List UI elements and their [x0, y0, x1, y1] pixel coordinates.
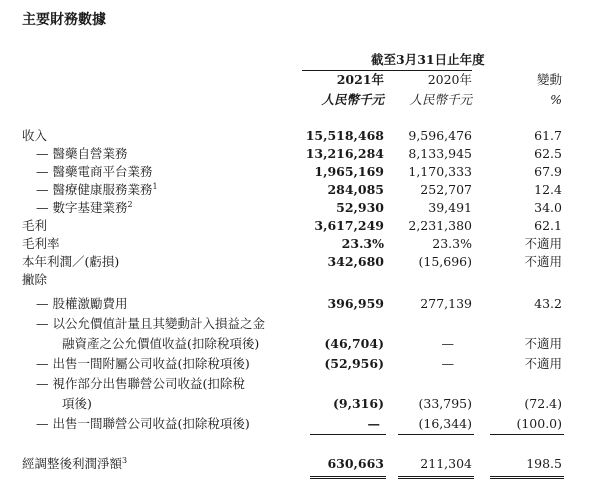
row-label: — 股權激勵費用	[36, 296, 128, 311]
row-label: 收入	[22, 128, 48, 143]
row-value-2021: 52,930	[336, 200, 384, 215]
col-2020-header: 2020年	[427, 72, 472, 87]
col-change-unit: %	[550, 92, 562, 107]
row-label: 毛利	[22, 218, 48, 233]
row-change: 不適用	[524, 254, 562, 269]
row-value-2020: 23.3%	[432, 236, 472, 251]
col-2021-header: 2021年	[336, 72, 384, 87]
row-value-2020: —	[441, 356, 454, 371]
row-value-2020: 211,304	[420, 456, 472, 471]
row-value-2021: 1,965,169	[314, 164, 384, 179]
col-2021-unit: 人民幣千元	[321, 92, 384, 107]
row-value-2021: 3,617,249	[314, 218, 384, 233]
footnote-marker: 3	[122, 455, 128, 465]
subtotal-rule-change	[490, 434, 564, 435]
row-value-2020: 277,139	[420, 296, 472, 311]
row-label: — 醫藥自營業務	[36, 146, 128, 161]
row-change: 62.1	[534, 218, 562, 233]
row-value-2020: (15,696)	[418, 254, 472, 269]
footnote-marker: 1	[152, 181, 158, 191]
row-value-2021: 13,216,284	[305, 146, 384, 161]
row-change: (100.0)	[516, 416, 562, 431]
col-2020-unit: 人民幣千元	[409, 92, 472, 107]
row-label: — 以公允價值計量且其變動計入損益之金	[36, 316, 265, 331]
row-change: 不適用	[524, 356, 562, 371]
row-value-2021: (9,316)	[333, 396, 384, 411]
row-value-2020: 39,491	[428, 200, 472, 215]
row-change: (72.4)	[524, 396, 562, 411]
row-value-2020: —	[441, 336, 454, 351]
row-label: 融資產之公允價值收益(扣除稅項後)	[62, 336, 260, 351]
row-value-2021: 23.3%	[341, 236, 384, 251]
row-value-2020: 8,133,945	[408, 146, 472, 161]
row-value-2021: 15,518,468	[305, 128, 384, 143]
row-change: 12.4	[534, 182, 562, 197]
subtotal-rule-2021	[310, 434, 386, 435]
period-underline	[302, 70, 472, 71]
period-header: 截至3月31日止年度	[371, 52, 485, 67]
row-label: — 出售一間聯營公司收益(扣除稅項後)	[36, 416, 250, 431]
col-change-header: 變動	[536, 72, 562, 87]
row-value-2021: 396,959	[327, 296, 384, 311]
row-label: — 出售一間附屬公司收益(扣除稅項後)	[36, 356, 250, 371]
row-value-2020: 252,707	[420, 182, 472, 197]
row-change: 43.2	[534, 296, 562, 311]
row-value-2021: —	[367, 416, 380, 431]
row-label: — 醫療健康服務業務$^1$	[36, 181, 158, 197]
row-label: 毛利率	[22, 236, 60, 251]
row-change: 198.5	[526, 456, 562, 471]
total-rule-change	[490, 476, 564, 479]
row-label: — 醫藥電商平台業務	[36, 164, 153, 179]
row-label: 本年利潤／(虧損)	[22, 254, 120, 269]
row-change: 不適用	[524, 236, 562, 251]
row-change: 67.9	[534, 164, 562, 179]
total-rule-2020	[398, 476, 474, 479]
row-label: 經調整後利潤淨額$^3$	[22, 455, 128, 471]
row-change: 34.0	[534, 200, 562, 215]
row-change: 不適用	[524, 336, 562, 351]
row-value-2021: (46,704)	[324, 336, 384, 351]
section-title: 主要財務數據	[22, 12, 106, 28]
row-value-2021: (52,956)	[324, 356, 384, 371]
row-change: 61.7	[534, 128, 562, 143]
total-rule-2021	[310, 476, 386, 479]
row-change: 62.5	[534, 146, 562, 161]
row-value-2020: (16,344)	[418, 416, 472, 431]
row-value-2020: 9,596,476	[408, 128, 472, 143]
row-value-2021: 342,680	[327, 254, 384, 269]
row-value-2020: 1,170,333	[408, 164, 472, 179]
row-value-2021: 630,663	[327, 456, 384, 471]
row-label: 項後)	[62, 396, 92, 411]
row-label: 撇除	[22, 272, 48, 287]
row-value-2021: 284,085	[327, 182, 384, 197]
footnote-marker: 2	[127, 199, 133, 209]
row-label: — 數字基建業務$^2$	[36, 199, 133, 215]
row-value-2020: (33,795)	[418, 396, 472, 411]
row-value-2020: 2,231,380	[408, 218, 472, 233]
subtotal-rule-2020	[398, 434, 474, 435]
row-label: — 視作部分出售聯營公司收益(扣除稅	[36, 376, 245, 391]
